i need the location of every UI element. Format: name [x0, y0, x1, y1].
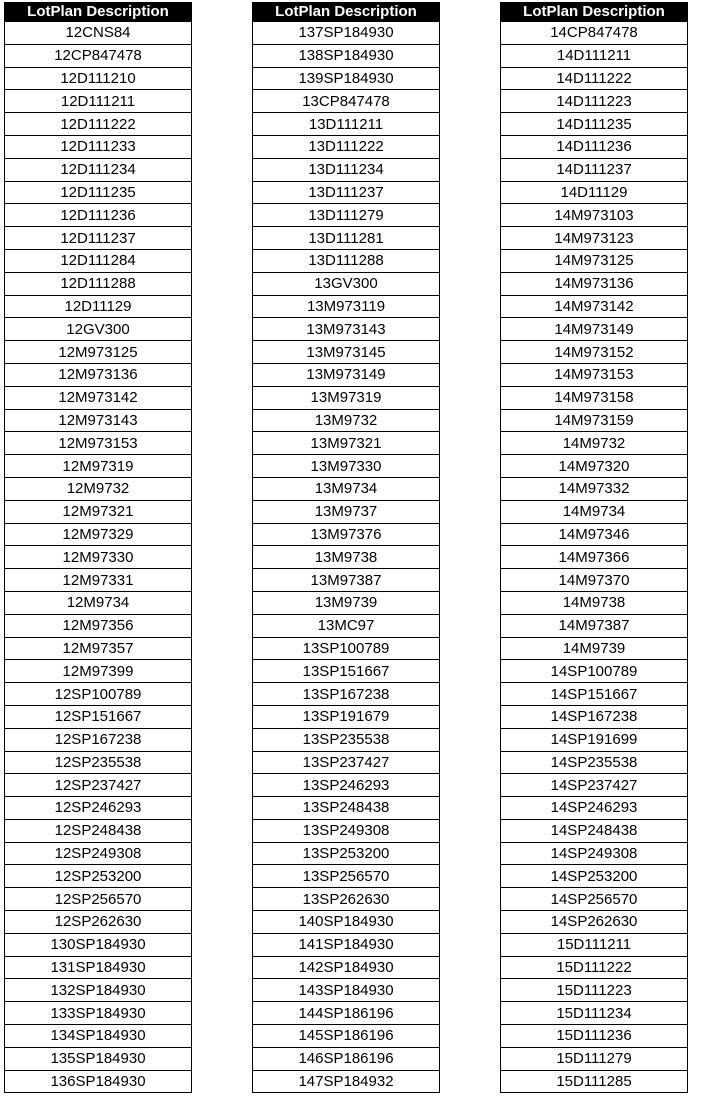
lotplan-cell: 12M97321	[5, 500, 192, 523]
lotplan-cell: 14D111236	[501, 135, 688, 158]
table-row	[501, 1070, 688, 1093]
table-row	[253, 181, 440, 204]
lotplan-cell: 12M973153	[5, 432, 192, 455]
lotplan-cell: 14D111235	[501, 113, 688, 136]
lotplan-cell: 13D111288	[253, 249, 440, 272]
table-row	[253, 1047, 440, 1070]
table-row	[501, 637, 688, 660]
lotplan-cell: 14SP248438	[501, 819, 688, 842]
lotplan-cell: 13M9738	[253, 546, 440, 569]
table-row	[501, 67, 688, 90]
table-row	[5, 705, 192, 728]
lotplan-cell: 15D111285	[501, 1070, 688, 1093]
table-row	[501, 135, 688, 158]
table-row	[253, 249, 440, 272]
table-row	[253, 637, 440, 660]
column-header: LotPlan Description	[253, 3, 440, 22]
table-row	[5, 546, 192, 569]
table-row	[5, 363, 192, 386]
table-row	[501, 1025, 688, 1048]
lotplan-cell: 14SP253200	[501, 865, 688, 888]
lotplan-cell: 133SP184930	[5, 1002, 192, 1025]
table-row	[501, 113, 688, 136]
table-row	[253, 386, 440, 409]
lotplan-cell: 12M97331	[5, 569, 192, 592]
lotplan-cell: 14CP847478	[501, 22, 688, 45]
lotplan-cell: 132SP184930	[5, 979, 192, 1002]
table-row	[501, 683, 688, 706]
lotplan-cell: 15D111234	[501, 1002, 688, 1025]
lotplan-cell: 12CP847478	[5, 44, 192, 67]
table-row	[253, 933, 440, 956]
table-row	[5, 933, 192, 956]
table-row	[253, 295, 440, 318]
lotplan-cell: 14M9738	[501, 591, 688, 614]
lotplan-cell: 13SP246293	[253, 774, 440, 797]
table-row	[253, 477, 440, 500]
table-row	[501, 819, 688, 842]
lotplan-cell: 14D11129	[501, 181, 688, 204]
table-row	[5, 318, 192, 341]
table-row	[253, 318, 440, 341]
table-row	[253, 158, 440, 181]
lotplan-cell: 12CNS84	[5, 22, 192, 45]
table-row	[5, 500, 192, 523]
lotplan-cell: 12M97319	[5, 455, 192, 478]
table-row	[5, 1025, 192, 1048]
lotplan-cell: 14M97370	[501, 569, 688, 592]
table-row	[253, 409, 440, 432]
table-row	[253, 90, 440, 113]
lotplan-cell: 12D111236	[5, 204, 192, 227]
lotplan-cell: 14SP249308	[501, 842, 688, 865]
lotplan-cell: 13D111237	[253, 181, 440, 204]
table-row	[501, 569, 688, 592]
table-row	[253, 797, 440, 820]
lotplan-cell: 14M973149	[501, 318, 688, 341]
lotplan-cell: 147SP184932	[253, 1070, 440, 1093]
lotplan-cell: 130SP184930	[5, 933, 192, 956]
table-row	[253, 523, 440, 546]
lotplan-table-1	[4, 2, 192, 1093]
lotplan-table-2	[252, 2, 440, 1093]
lotplan-cell: 12D111237	[5, 227, 192, 250]
table-row	[253, 774, 440, 797]
table-row	[253, 44, 440, 67]
lotplan-cell: 13SP167238	[253, 683, 440, 706]
lotplan-cell: 13SP248438	[253, 797, 440, 820]
lotplan-cell: 13D111211	[253, 113, 440, 136]
table-row	[5, 204, 192, 227]
lotplan-cell: 12SP249308	[5, 842, 192, 865]
lotplan-cell: 13M9734	[253, 477, 440, 500]
table-row	[5, 751, 192, 774]
lotplan-cell: 14M973136	[501, 272, 688, 295]
table-row	[501, 227, 688, 250]
lotplan-cell: 137SP184930	[253, 22, 440, 45]
table-row	[501, 295, 688, 318]
lotplan-cell: 13SP256570	[253, 865, 440, 888]
table-row	[253, 22, 440, 45]
table-row	[501, 933, 688, 956]
lotplan-cell: 12SP167238	[5, 728, 192, 751]
table-row	[501, 500, 688, 523]
lotplan-cell: 12D111288	[5, 272, 192, 295]
lotplan-cell: 12M9734	[5, 591, 192, 614]
table-row	[5, 1047, 192, 1070]
lotplan-cell: 14M97332	[501, 477, 688, 500]
lotplan-cell: 13SP151667	[253, 660, 440, 683]
table-row	[501, 1047, 688, 1070]
table-row	[501, 728, 688, 751]
table-row	[501, 318, 688, 341]
lotplan-cell: 13D111222	[253, 135, 440, 158]
lotplan-cell: 13SP253200	[253, 842, 440, 865]
table-row	[5, 660, 192, 683]
table-row	[253, 455, 440, 478]
table-row	[253, 204, 440, 227]
column-header: LotPlan Description	[5, 3, 192, 22]
table-row	[253, 432, 440, 455]
table-row	[5, 637, 192, 660]
table-row	[253, 911, 440, 934]
table-row	[501, 181, 688, 204]
lotplan-cell: 131SP184930	[5, 956, 192, 979]
table-row	[253, 683, 440, 706]
table-row	[253, 1070, 440, 1093]
lotplan-cell: 14SP191699	[501, 728, 688, 751]
table-row	[501, 363, 688, 386]
table-row	[5, 249, 192, 272]
lotplan-cell: 13SP262630	[253, 888, 440, 911]
lotplan-cell: 14M9739	[501, 637, 688, 660]
lotplan-cell: 13D111234	[253, 158, 440, 181]
lotplan-cell: 13M9732	[253, 409, 440, 432]
table-row	[501, 865, 688, 888]
lotplan-cell: 13M97387	[253, 569, 440, 592]
lotplan-cell: 12SP246293	[5, 797, 192, 820]
lotplan-cell: 12M973142	[5, 386, 192, 409]
lotplan-cell: 14SP235538	[501, 751, 688, 774]
table-row	[5, 158, 192, 181]
table-row	[253, 956, 440, 979]
table-row	[501, 660, 688, 683]
lotplan-cell: 14M97320	[501, 455, 688, 478]
table-row	[501, 90, 688, 113]
table-row	[5, 819, 192, 842]
lotplan-cell: 135SP184930	[5, 1047, 192, 1070]
table-row	[5, 569, 192, 592]
lotplan-cell: 14SP100789	[501, 660, 688, 683]
lotplan-cell: 12D111222	[5, 113, 192, 136]
lotplan-cell: 140SP184930	[253, 911, 440, 934]
lotplan-cell: 139SP184930	[253, 67, 440, 90]
table-row	[5, 341, 192, 364]
lotplan-cell: 14M973152	[501, 341, 688, 364]
table-row	[5, 1002, 192, 1025]
table-row	[253, 751, 440, 774]
table-row	[253, 135, 440, 158]
table-row	[5, 113, 192, 136]
lotplan-cell: 12M97357	[5, 637, 192, 660]
table-row	[253, 865, 440, 888]
lotplan-cell: 13M97321	[253, 432, 440, 455]
table-row	[501, 523, 688, 546]
table-row	[253, 272, 440, 295]
table-row	[501, 774, 688, 797]
table-row	[5, 181, 192, 204]
lotplan-cell: 14M97366	[501, 546, 688, 569]
lotplan-cell: 136SP184930	[5, 1070, 192, 1093]
lotplan-cell: 146SP186196	[253, 1047, 440, 1070]
table-row	[5, 774, 192, 797]
lotplan-cell: 14SP262630	[501, 911, 688, 934]
table-row	[5, 979, 192, 1002]
lotplan-cell: 12M97330	[5, 546, 192, 569]
lotplan-cell: 13M97319	[253, 386, 440, 409]
lotplan-cell: 14M9732	[501, 432, 688, 455]
table-row	[5, 22, 192, 45]
table-row	[501, 591, 688, 614]
lotplan-cell: 13SP100789	[253, 637, 440, 660]
table-row	[253, 1002, 440, 1025]
lotplan-cell: 12SP262630	[5, 911, 192, 934]
lotplan-cell: 12SP151667	[5, 705, 192, 728]
lotplan-cell: 14M973153	[501, 363, 688, 386]
lotplan-cell: 13SP249308	[253, 819, 440, 842]
lotplan-cell: 15D111236	[501, 1025, 688, 1048]
lotplan-cell: 12M97329	[5, 523, 192, 546]
table-row	[501, 158, 688, 181]
table-row	[5, 523, 192, 546]
lotplan-cell: 142SP184930	[253, 956, 440, 979]
table-row	[5, 614, 192, 637]
table-row	[253, 500, 440, 523]
table-row	[253, 67, 440, 90]
table-row	[501, 956, 688, 979]
table-row	[501, 911, 688, 934]
table-row	[253, 819, 440, 842]
table-row	[5, 911, 192, 934]
lotplan-cell: 13M97330	[253, 455, 440, 478]
lotplan-cell: 14SP167238	[501, 705, 688, 728]
table-row	[5, 842, 192, 865]
table-row	[501, 477, 688, 500]
table-row	[501, 751, 688, 774]
lotplan-cell: 13M9739	[253, 591, 440, 614]
lotplan-cell: 12M973143	[5, 409, 192, 432]
lotplan-cell: 14D111223	[501, 90, 688, 113]
table-row	[5, 44, 192, 67]
table-row	[253, 728, 440, 751]
lotplan-cell: 14M973123	[501, 227, 688, 250]
lotplan-cell: 15D111223	[501, 979, 688, 1002]
lotplan-cell: 14SP151667	[501, 683, 688, 706]
table-row	[501, 979, 688, 1002]
table-row	[253, 1025, 440, 1048]
lotplan-table-3	[500, 2, 688, 1093]
table-row	[501, 249, 688, 272]
lotplan-cell: 12D11129	[5, 295, 192, 318]
lotplan-cell: 13D111279	[253, 204, 440, 227]
lotplan-cell: 12GV300	[5, 318, 192, 341]
lotplan-cell: 14D111211	[501, 44, 688, 67]
lotplan-cell: 12D111235	[5, 181, 192, 204]
table-row	[5, 227, 192, 250]
table-row	[5, 455, 192, 478]
lotplan-cell: 14D111222	[501, 67, 688, 90]
table-row	[501, 44, 688, 67]
table-row	[5, 477, 192, 500]
table-row	[501, 22, 688, 45]
table-row	[501, 888, 688, 911]
lotplan-cell: 13SP237427	[253, 751, 440, 774]
table-row	[501, 1002, 688, 1025]
table-row	[5, 409, 192, 432]
lotplan-cell: 15D111211	[501, 933, 688, 956]
lotplan-cell: 12SP237427	[5, 774, 192, 797]
lotplan-cell: 13M973145	[253, 341, 440, 364]
lotplan-cell: 14M973142	[501, 295, 688, 318]
table-row	[501, 272, 688, 295]
lotplan-cell: 14D111237	[501, 158, 688, 181]
table-row	[253, 363, 440, 386]
table-row	[5, 67, 192, 90]
table-row	[253, 842, 440, 865]
lotplan-cell: 12D111210	[5, 67, 192, 90]
lotplan-cell: 12D111284	[5, 249, 192, 272]
lotplan-cell: 138SP184930	[253, 44, 440, 67]
lotplan-cell: 144SP186196	[253, 1002, 440, 1025]
lotplan-cell: 15D111222	[501, 956, 688, 979]
lotplan-cell: 14M97387	[501, 614, 688, 637]
table-row	[501, 797, 688, 820]
lotplan-cell: 14SP246293	[501, 797, 688, 820]
table-row	[5, 432, 192, 455]
lotplan-cell: 143SP184930	[253, 979, 440, 1002]
table-row	[253, 660, 440, 683]
lotplan-cell: 13GV300	[253, 272, 440, 295]
table-row	[501, 455, 688, 478]
table-row	[253, 888, 440, 911]
lotplan-cell: 134SP184930	[5, 1025, 192, 1048]
lotplan-cell: 12D111211	[5, 90, 192, 113]
lotplan-cell: 145SP186196	[253, 1025, 440, 1048]
table-row	[5, 728, 192, 751]
table-row	[5, 888, 192, 911]
lotplan-cell: 13SP191679	[253, 705, 440, 728]
lotplan-cell: 13D111281	[253, 227, 440, 250]
table-row	[5, 386, 192, 409]
lotplan-cell: 12M97356	[5, 614, 192, 637]
table-row	[5, 135, 192, 158]
lotplan-cell: 15D111279	[501, 1047, 688, 1070]
column-header: LotPlan Description	[501, 3, 688, 22]
table-row	[253, 591, 440, 614]
lotplan-cell: 14SP237427	[501, 774, 688, 797]
lotplan-cell: 13CP847478	[253, 90, 440, 113]
lotplan-cell: 14M9734	[501, 500, 688, 523]
table-row	[253, 614, 440, 637]
lotplan-cell: 14M973125	[501, 249, 688, 272]
table-row	[253, 979, 440, 1002]
table-row	[5, 1070, 192, 1093]
lotplan-cell: 12SP248438	[5, 819, 192, 842]
lotplan-cell: 13M97376	[253, 523, 440, 546]
lotplan-cell: 12D111234	[5, 158, 192, 181]
table-row	[253, 569, 440, 592]
lotplan-cell: 14M973159	[501, 409, 688, 432]
lotplan-cell: 12SP256570	[5, 888, 192, 911]
table-row	[501, 386, 688, 409]
table-row	[5, 683, 192, 706]
table-row	[253, 341, 440, 364]
table-row	[253, 227, 440, 250]
lotplan-cell: 12M973125	[5, 341, 192, 364]
table-row	[501, 842, 688, 865]
table-row	[5, 797, 192, 820]
table-row	[253, 705, 440, 728]
lotplan-cell: 14SP256570	[501, 888, 688, 911]
lotplan-cell: 12SP253200	[5, 865, 192, 888]
lotplan-cell: 13M973149	[253, 363, 440, 386]
table-row	[5, 272, 192, 295]
table-row	[5, 956, 192, 979]
table-row	[501, 546, 688, 569]
lotplan-cell: 12M97399	[5, 660, 192, 683]
lotplan-cell: 12M973136	[5, 363, 192, 386]
lotplan-cell: 14M97346	[501, 523, 688, 546]
lotplan-cell: 13M9737	[253, 500, 440, 523]
lotplan-cell: 12D111233	[5, 135, 192, 158]
lotplan-cell: 13SP235538	[253, 728, 440, 751]
table-row	[253, 546, 440, 569]
table-row	[253, 113, 440, 136]
table-row	[501, 204, 688, 227]
table-row	[501, 432, 688, 455]
table-row	[501, 705, 688, 728]
lotplan-cell: 14M973103	[501, 204, 688, 227]
table-row	[5, 295, 192, 318]
lotplan-cell: 12M9732	[5, 477, 192, 500]
table-row	[501, 341, 688, 364]
table-row	[501, 409, 688, 432]
lotplan-cell: 141SP184930	[253, 933, 440, 956]
lotplan-cell: 14M973158	[501, 386, 688, 409]
table-row	[5, 90, 192, 113]
lotplan-cell: 13M973119	[253, 295, 440, 318]
lotplan-cell: 13M973143	[253, 318, 440, 341]
table-row	[5, 591, 192, 614]
lotplan-cell: 12SP235538	[5, 751, 192, 774]
table-row	[501, 614, 688, 637]
lotplan-cell: 12SP100789	[5, 683, 192, 706]
lotplan-cell: 13MC97	[253, 614, 440, 637]
table-row	[5, 865, 192, 888]
